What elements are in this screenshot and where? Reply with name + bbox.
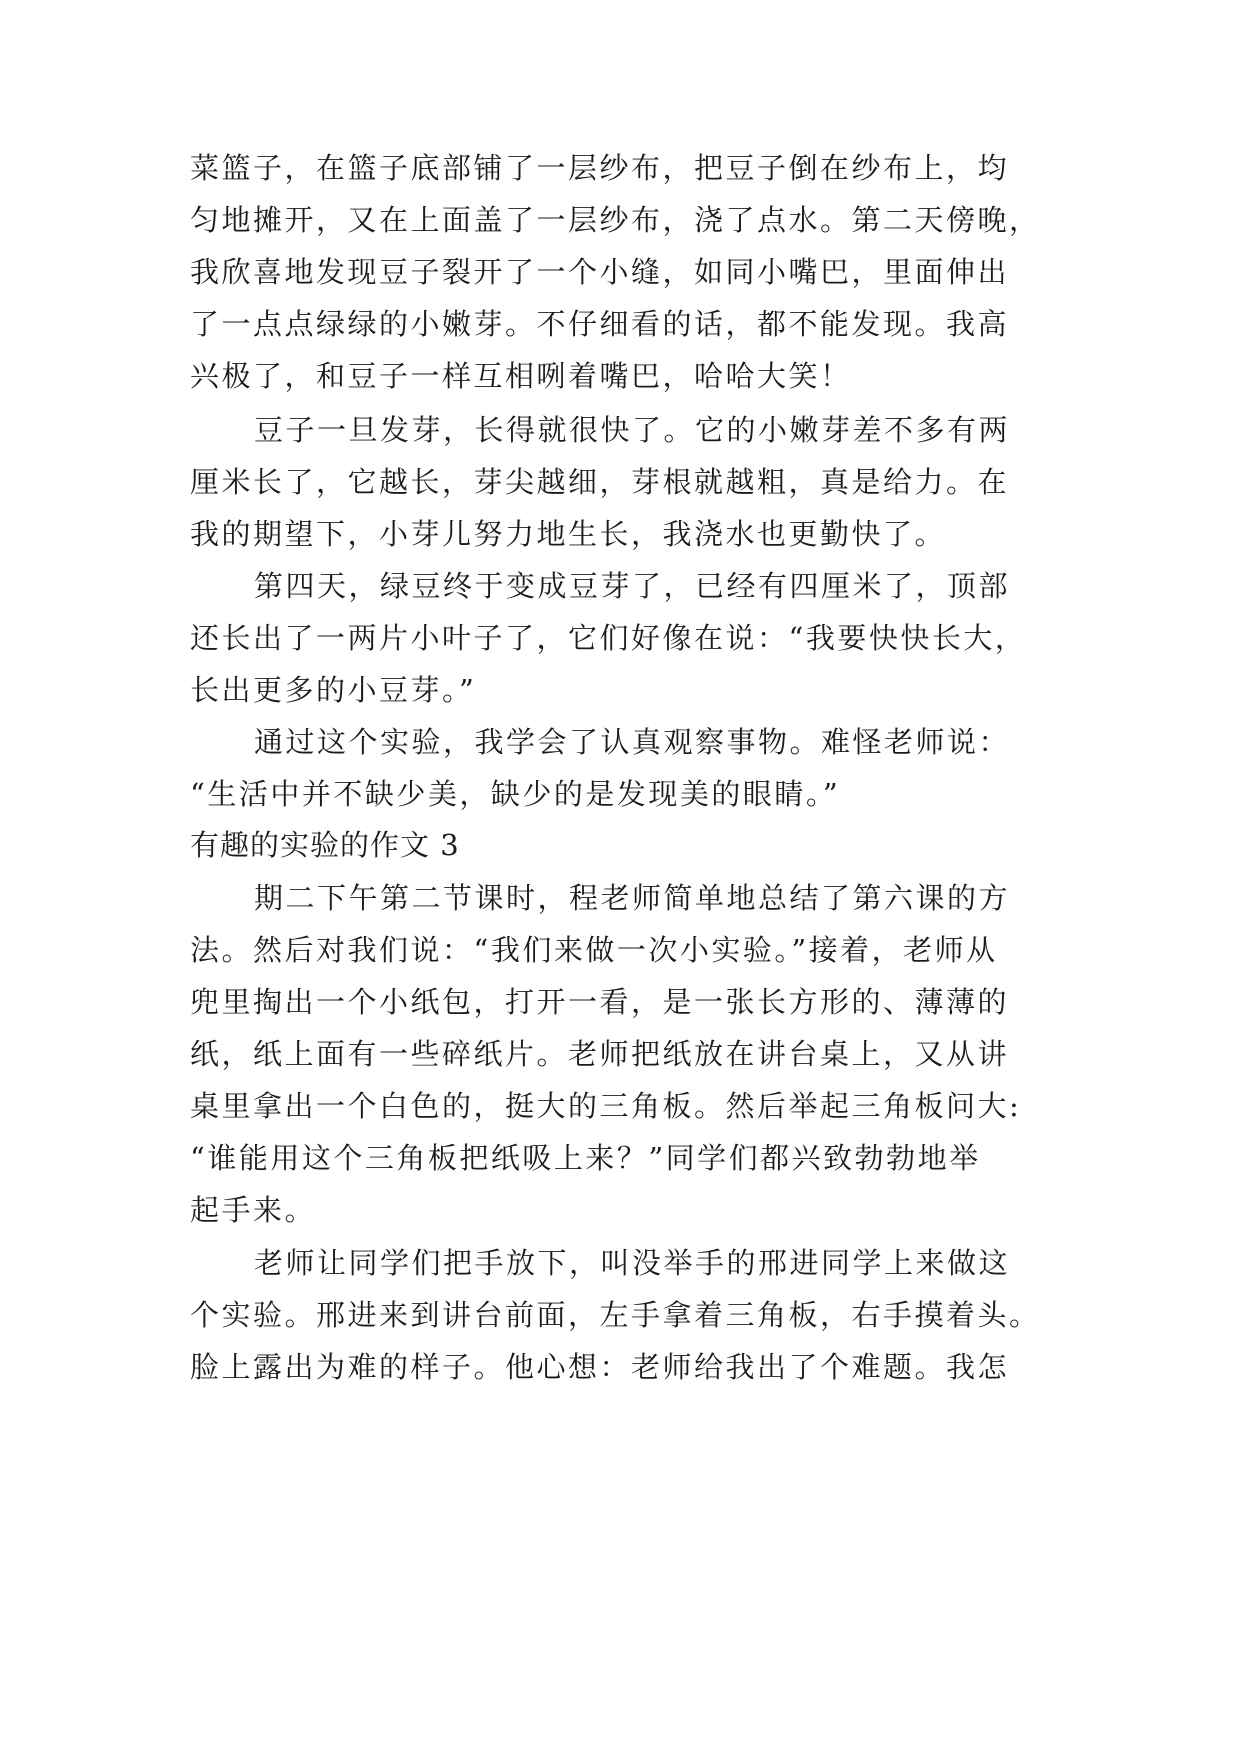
text-line: “生活中并不缺少美，缺少的是发现美的眼睛。” — [190, 777, 841, 811]
text-line: 了一点点绿绿的小嫩芽。不仔细看的话，都不能发现。我高 — [190, 307, 1010, 341]
paragraph-first-line: 老师让同学们把手放下，叫没举手的邢进同学上来做这 — [254, 1246, 1011, 1280]
text-line: 我欣喜地发现豆子裂开了一个小缝，如同小嘴巴，里面伸出 — [190, 255, 1010, 289]
text-line: 菜篮子，在篮子底部铺了一层纱布，把豆子倒在纱布上，均 — [190, 151, 1010, 185]
paragraph-first-line: 通过这个实验，我学会了认真观察事物。难怪老师说： — [254, 725, 1011, 759]
text-line: 桌里拿出一个白色的，挺大的三角板。然后举起三角板问大: — [190, 1089, 1022, 1123]
text-line: 个实验。邢进来到讲台前面，左手拿着三角板，右手摸着头。 — [190, 1298, 1041, 1332]
text-line: 我的期望下，小芽儿努力地生长，我浇水也更勤快了。 — [190, 517, 947, 551]
paragraph-first-line: 豆子一旦发芽，长得就很快了。它的小嫩芽差不多有两 — [254, 413, 1011, 447]
text-line: 纸，纸上面有一些碎纸片。老师把纸放在讲台桌上，又从讲 — [190, 1037, 1010, 1071]
text-line: 脸上露出为难的样子。他心想：老师给我出了个难题。我怎 — [190, 1350, 1010, 1384]
text-line: 匀地摊开，又在上面盖了一层纱布，浇了点水。第二天傍晚， — [190, 203, 1041, 237]
paragraph-first-line: 第四天，绿豆终于变成豆芽了，已经有四厘米了，顶部 — [254, 569, 1011, 603]
text-line: 起手来。 — [190, 1193, 317, 1227]
text-line: “谁能用这个三角板把纸吸上来？”同学们都兴致勃勃地举 — [190, 1141, 981, 1175]
text-line: 还长出了一两片小叶子了，它们好像在说：“我要快快长大， — [190, 621, 1027, 655]
text-line: 长出更多的小豆芽。” — [190, 673, 477, 707]
paragraph-first-line: 期二下午第二节课时，程老师简单地总结了第六课的方 — [254, 881, 1011, 915]
text-line: 法。然后对我们说：“我们来做一次小实验。”接着，老师从 — [190, 933, 998, 967]
text-line: 兜里掏出一个小纸包，打开一看，是一张长方形的、薄薄的 — [190, 985, 1010, 1019]
text-line: 厘米长了，它越长，芽尖越细，芽根就越粗，真是给力。在 — [190, 465, 1010, 499]
section-heading: 有趣的实验的作文 3 — [190, 828, 460, 862]
text-line: 兴极了，和豆子一样互相咧着嘴巴，哈哈大笑！ — [190, 359, 852, 393]
